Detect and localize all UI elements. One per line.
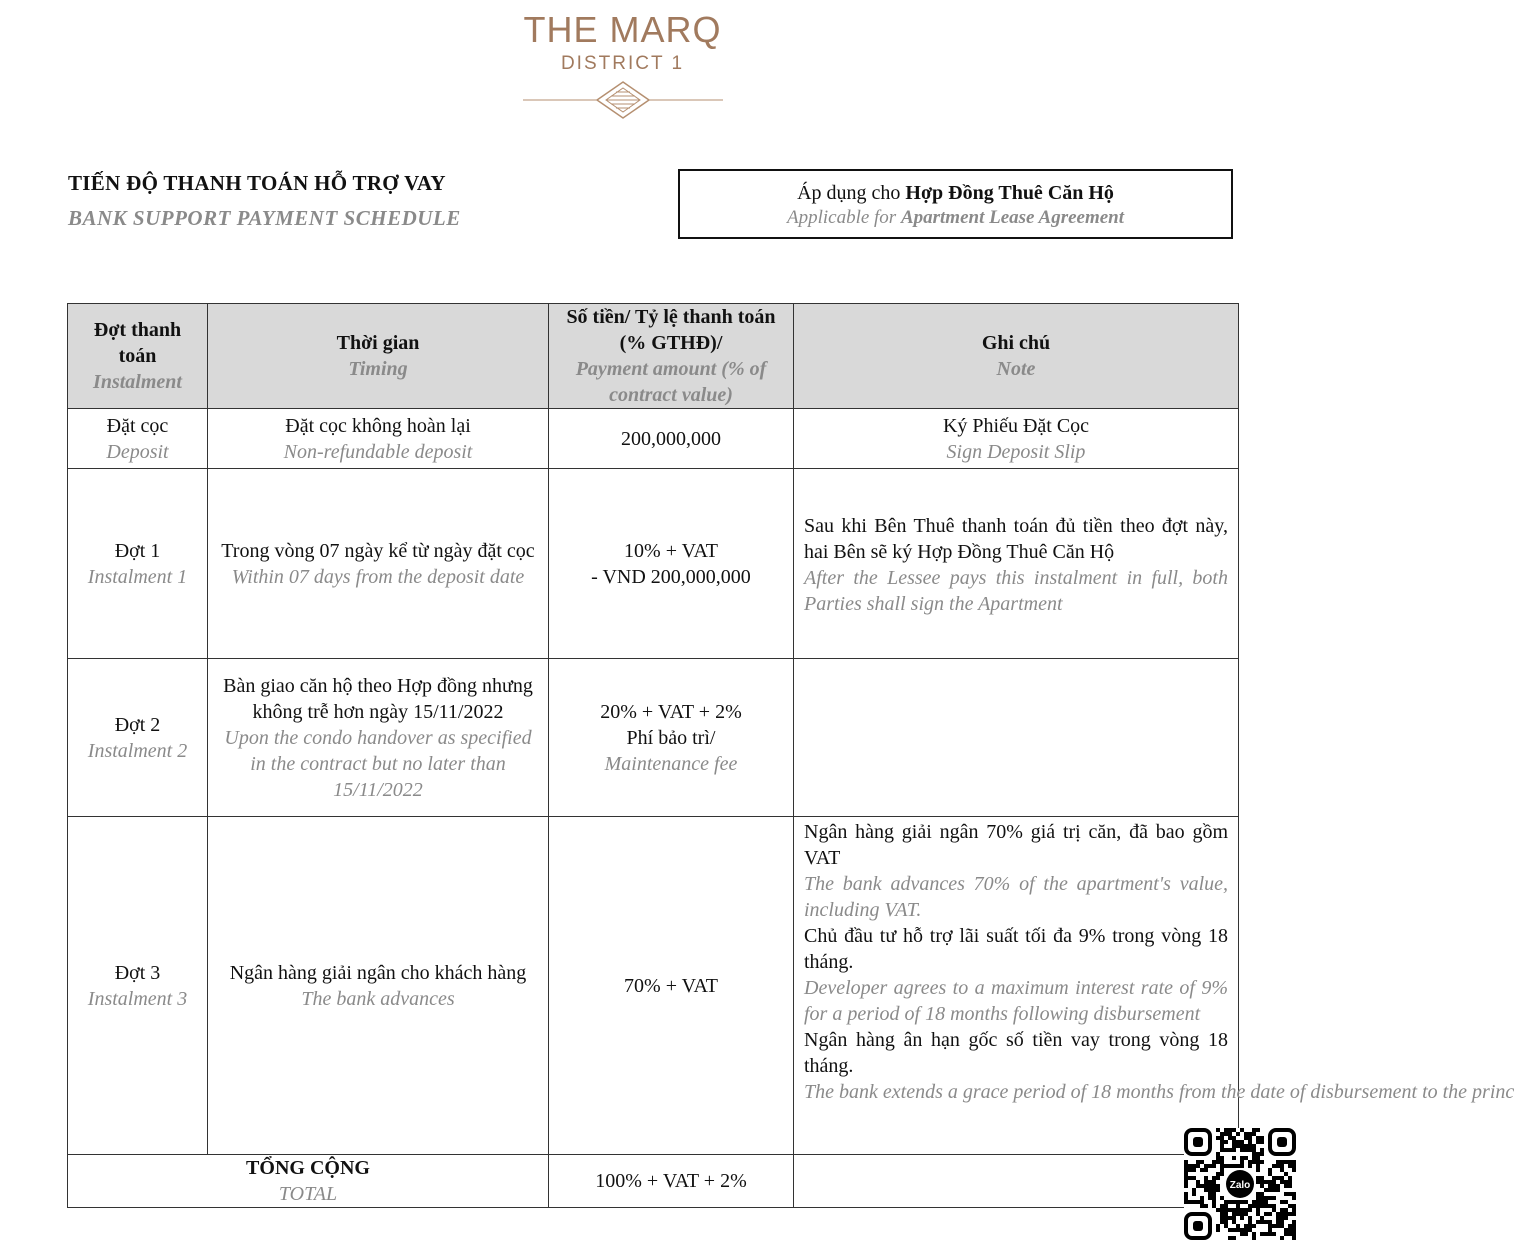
logo-emblem-icon (523, 80, 723, 120)
note-line-en: The bank advances 70% of the apartment's value, including VAT. (804, 873, 1228, 921)
cell-timing: Trong vòng 07 ngày kể từ ngày đặt cọc Within 07 days from the deposit date (208, 469, 549, 659)
note-line-en: Developer agrees to a maximum interest rate of 9% for a period of 18 months following disbursement (804, 977, 1228, 1025)
table-header-row (68, 304, 1239, 409)
table-row-instalment-1 (68, 469, 1239, 659)
qr-finder-pattern (1186, 1130, 1210, 1154)
qr-code[interactable] (1184, 1128, 1296, 1240)
cell-timing: Bàn giao căn hộ theo Hợp đồng nhưng không trễ hơn ngày 15/11/2022 Upon the condo handover as specified in the contract but no later than 15/11/2022 (208, 659, 549, 817)
cell-amount: 200,000,000 (549, 409, 794, 469)
header-instalment: Đợt thanh toán Instalment (68, 304, 208, 409)
table-row-total (68, 1155, 1239, 1208)
header-amount: Số tiền/ Tỷ lệ thanh toán (% GTHĐ)/ Payment amount (% of contract value) (549, 304, 794, 409)
cell-timing: Đặt cọc không hoàn lại Non-refundable deposit (208, 409, 549, 469)
applicability-box (678, 169, 1233, 239)
cell-instalment: Đợt 2 Instalment 2 (68, 659, 208, 817)
note-line-vn: Chủ đầu tư hỗ trợ lãi suất tối đa 9% trong vòng 18 tháng. (804, 925, 1228, 973)
note-line-vn: Ngân hàng giải ngân 70% giá trị căn, đã bao gồm VAT (804, 821, 1228, 869)
cell-instalment: Đặt cọc Deposit (68, 409, 208, 469)
cell-timing: Ngân hàng giải ngân cho khách hàng The bank advances (208, 817, 549, 1155)
cell-total-amount: 100% + VAT + 2% (549, 1155, 794, 1208)
zalo-badge-label: Zalo (1229, 1180, 1251, 1191)
cell-note (794, 817, 1514, 1155)
table-row-instalment-2 (68, 659, 1239, 817)
qr-code-icon (1184, 1128, 1296, 1240)
cell-total-note (794, 1155, 1239, 1208)
cell-instalment: Đợt 1 Instalment 1 (68, 469, 208, 659)
brand-logo (0, 10, 1245, 120)
cell-total-label: TỔNG CỘNG TOTAL (68, 1155, 549, 1208)
cell-note (794, 659, 1239, 817)
note-line-en: The bank extends a grace period of 18 months from the date of disbursement to the princ (804, 1081, 1514, 1103)
cell-amount: 20% + VAT + 2% Phí bảo trì/ Maintenance fee (549, 659, 794, 817)
logo-subtitle: DISTRICT 1 (560, 53, 685, 74)
header-timing: Thời gian Timing (208, 304, 549, 409)
logo-title: THE MARQ (523, 9, 722, 50)
header-note: Ghi chú Note (794, 304, 1239, 409)
cell-amount: 10% + VAT - VND 200,000,000 (549, 469, 794, 659)
table-row-instalment-3 (68, 817, 1239, 1155)
qr-finder-pattern (1186, 1214, 1210, 1238)
cell-note: Sau khi Bên Thuê thanh toán đủ tiền theo đợt này, hai Bên sẽ ký Hợp Đồng Thuê Căn Hộ After the Lessee pays this instalment in full, both Parties shall sign the Apartment (794, 469, 1239, 659)
page-title: TIẾN ĐỘ THANH TOÁN HỖ TRỢ VAY (68, 171, 446, 195)
cell-amount: 70% + VAT (549, 817, 794, 1155)
applicability-vn: Áp dụng cho Hợp Đồng Thuê Căn Hộ (797, 182, 1114, 204)
applicability-en: Applicable for Apartment Lease Agreement (786, 207, 1125, 228)
page-subtitle: BANK SUPPORT PAYMENT SCHEDULE (68, 206, 461, 230)
cell-instalment: Đợt 3 Instalment 3 (68, 817, 208, 1155)
cell-note: Ký Phiếu Đặt Cọc Sign Deposit Slip (794, 409, 1239, 469)
qr-finder-pattern (1270, 1130, 1294, 1154)
note-line-vn: Ngân hàng ân hạn gốc số tiền vay trong vòng 18 tháng. (804, 1029, 1228, 1077)
table-row-deposit (68, 409, 1239, 469)
